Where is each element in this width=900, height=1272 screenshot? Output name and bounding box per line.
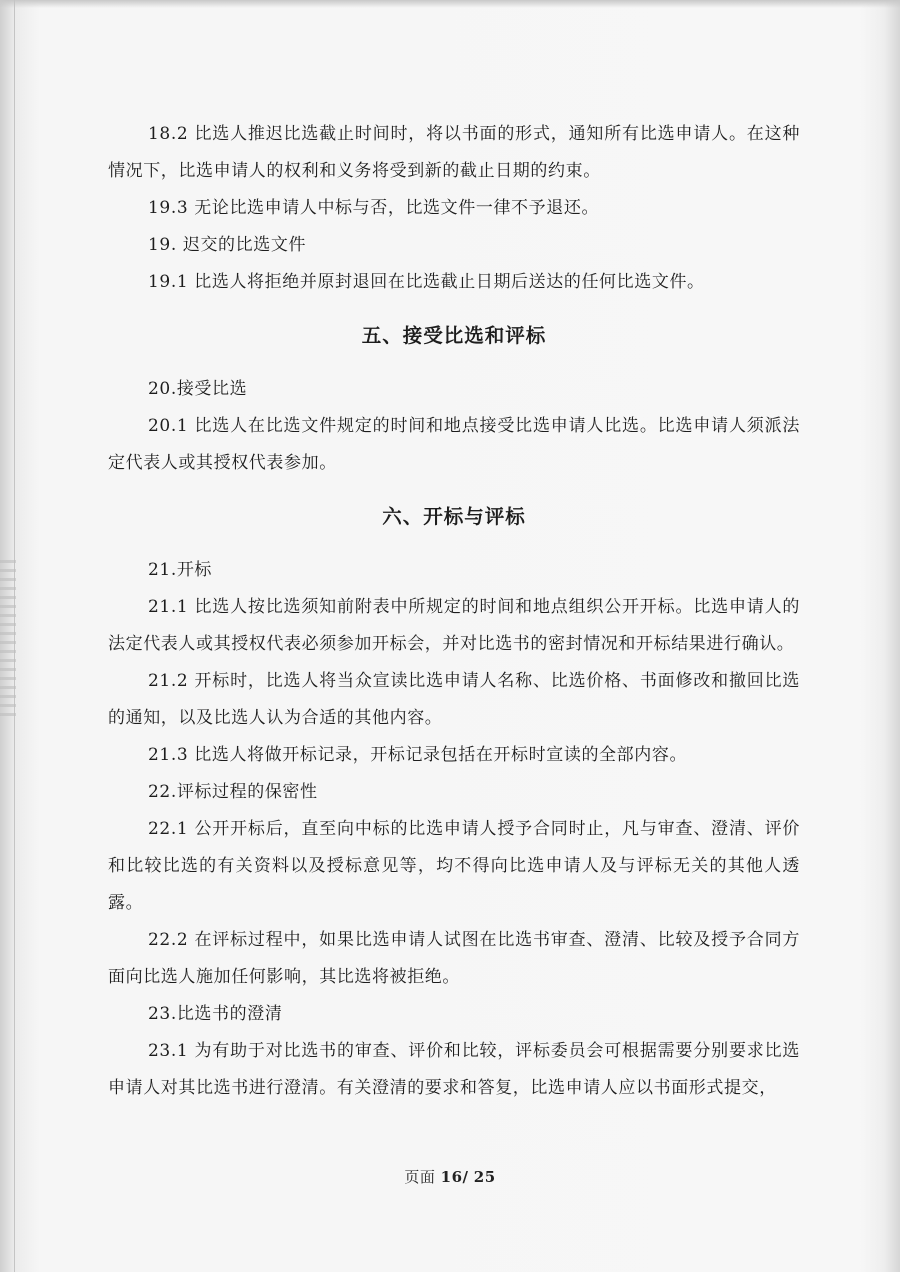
paragraph-20-1: 20.1 比选人在比选文件规定的时间和地点接受比选申请人比选。比选申请人须派法定代表人或其授权代表参加。: [108, 416, 800, 473]
footer-label: 页面: [404, 1168, 436, 1186]
scan-top-shadow: [0, 0, 900, 8]
paragraph-21-1: 21.1 比选人按比选须知前附表中所规定的时间和地点组织公开开标。比选申请人的法定代表人或其授权代表必须参加开标会，并对比选书的密封情况和开标结果进行确认。: [108, 597, 800, 654]
page-footer: [0, 1166, 900, 1187]
heading-19: 19. 迟交的比选文件: [148, 235, 307, 255]
footer-separator: /: [462, 1168, 469, 1186]
heading-22: 22.评标过程的保密性: [148, 782, 318, 802]
paragraph-22-2: 22.2 在评标过程中，如果比选申请人试图在比选书审查、澄清、比较及授予合同方面向比选人施加任何影响，其比选将被拒绝。: [108, 930, 800, 987]
heading-21: 21.开标: [148, 560, 213, 580]
paragraph-23-1: 23.1 为有助于对比选书的审查、评价和比较，评标委员会可根据需要分别要求比选申请人对其比选书进行澄清。有关澄清的要求和答复，比选申请人应以书面形式提交，: [108, 1041, 800, 1098]
paragraph-21-2: 21.2 开标时，比选人将当众宣读比选申请人名称、比选价格、书面修改和撤回比选的通知，以及比选人认为合适的其他内容。: [108, 671, 800, 728]
heading-23: 23.比选书的澄清: [148, 1004, 283, 1024]
paragraph-18-2: 18.2 比选人推迟比选截止时间时，将以书面的形式，通知所有比选申请人。在这种情况下，比选申请人的权利和义务将受到新的截止日期的约束。: [108, 124, 800, 181]
paragraph-22-1: 22.1 公开开标后，直至向中标的比选申请人授予合同时止，凡与审查、澄清、评价和比较比选的有关资料以及授标意见等，均不得向比选申请人及与评标无关的其他人透露。: [108, 819, 800, 913]
paragraph-19-1: 19.1 比选人将拒绝并原封退回在比选截止日期后送达的任何比选文件。: [148, 272, 705, 292]
heading-20: 20.接受比选: [148, 379, 248, 399]
paragraph-21-3: 21.3 比选人将做开标记录，开标记录包括在开标时宣读的全部内容。: [148, 745, 688, 765]
footer-page-number: 16: [440, 1168, 463, 1186]
page-body: [108, 116, 800, 1107]
paragraph-19-3: 19.3 无论比选申请人中标与否，比选文件一律不予退还。: [148, 198, 600, 218]
footer-page-total: 25: [473, 1168, 496, 1186]
section-heading-5: 五、接受比选和评标: [361, 324, 547, 347]
section-heading-6: 六、开标与评标: [382, 505, 526, 528]
binding-marks: [0, 560, 16, 720]
